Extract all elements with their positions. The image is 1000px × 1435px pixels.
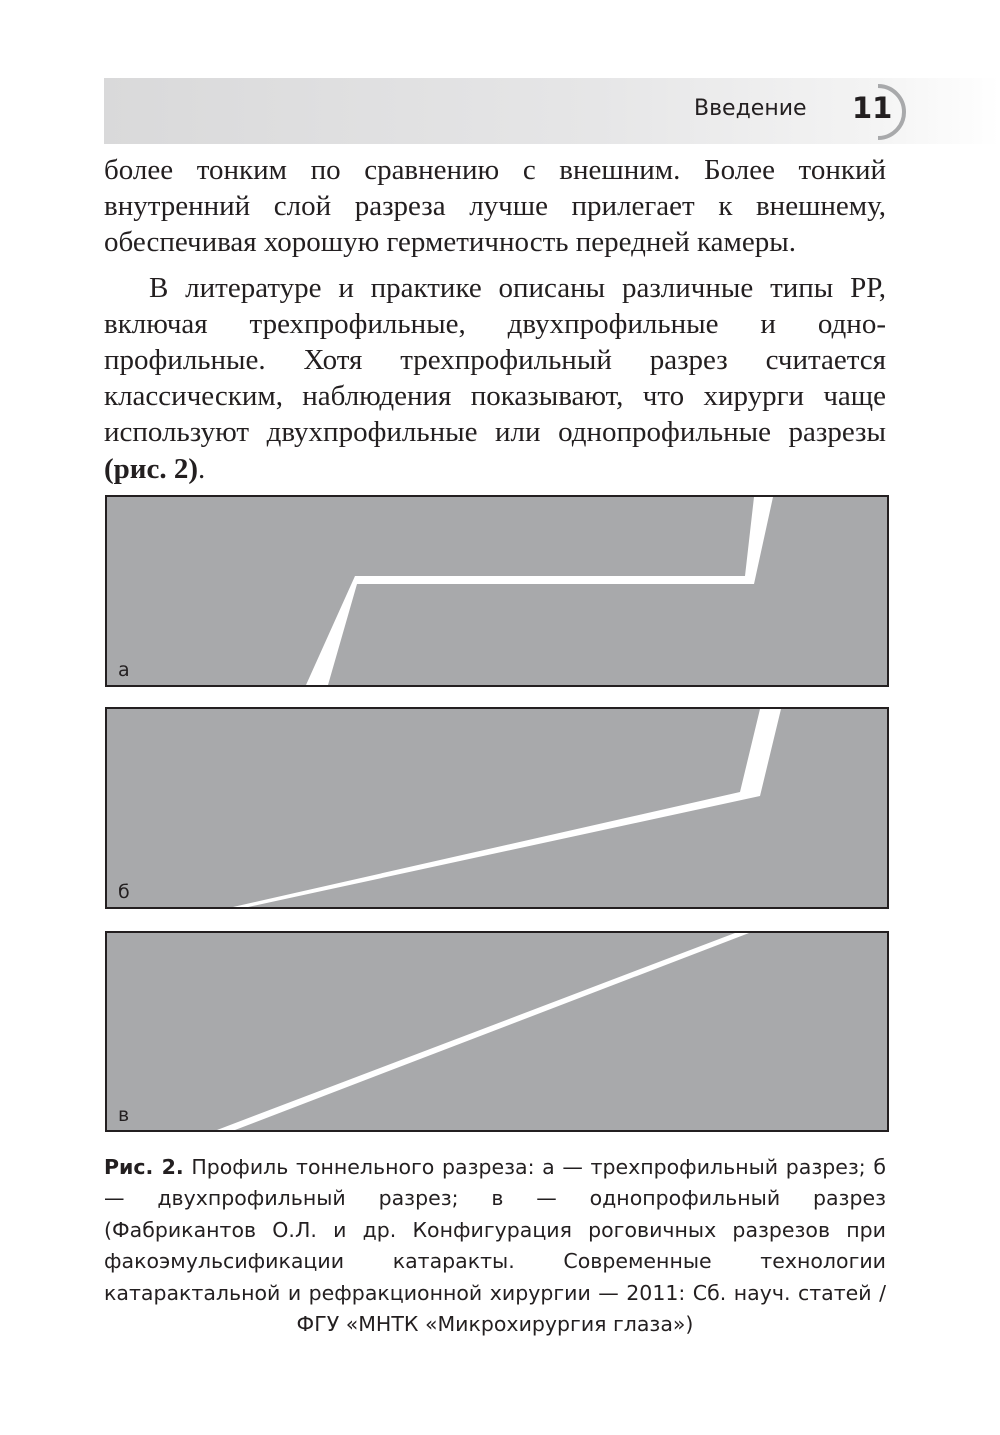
figure-panel-b	[105, 707, 889, 909]
panel-label-c: в	[118, 1104, 130, 1126]
section-title: Введение	[694, 96, 807, 121]
figure-panel-c	[105, 931, 889, 1132]
caption-text: Профиль тоннельного разреза: а — трехпрофильный разрез; б — двухпрофильный разрез; в — однопрофильный разрез (Фабрикантов О.Л. и др. Конфигурация роговичных разрезов при факоэмульсификации катаракты. Современные технологии катарактальной и рефракционной хирургии — 2011: Сб. науч. статей / ФГУ «МНТК «Микрохирургия глаза»)	[104, 1155, 886, 1337]
one-profile-incision	[217, 933, 749, 1130]
panel-label-a: а	[118, 659, 130, 681]
two-profile-incision	[233, 709, 781, 907]
caption-label: Рис. 2.	[104, 1155, 184, 1179]
three-profile-incision	[306, 497, 773, 685]
incision-diagram-b	[107, 709, 887, 907]
figure-reference: (рис. 2)	[104, 452, 199, 485]
paragraph-1: более тонким по сравнению с внешним. Более тонкий внутренний слой разреза лучше прилегает к внешнему, обеспечивая хорошую герметичность передней камеры.	[104, 154, 886, 259]
paragraph-2-end: .	[198, 452, 206, 485]
incision-diagram-a	[107, 497, 887, 685]
panel-label-b: б	[118, 881, 130, 903]
paragraph-2	[104, 270, 886, 487]
page-number: 11	[852, 91, 893, 125]
incision-diagram-c	[107, 933, 887, 1130]
figure-panel-a	[105, 495, 889, 687]
figure-caption	[104, 1152, 886, 1340]
body-text	[104, 152, 886, 487]
paragraph-2-text: В литературе и практике описаны различные типы РР, включая трехпрофильные, двухпрофильные и однопрофильные. Хотя трехпрофильный разрез считается классическим, наблюдения показывают, что хирурги чаще используют двухпрофильные или однопрофильные разрезы	[104, 271, 886, 449]
